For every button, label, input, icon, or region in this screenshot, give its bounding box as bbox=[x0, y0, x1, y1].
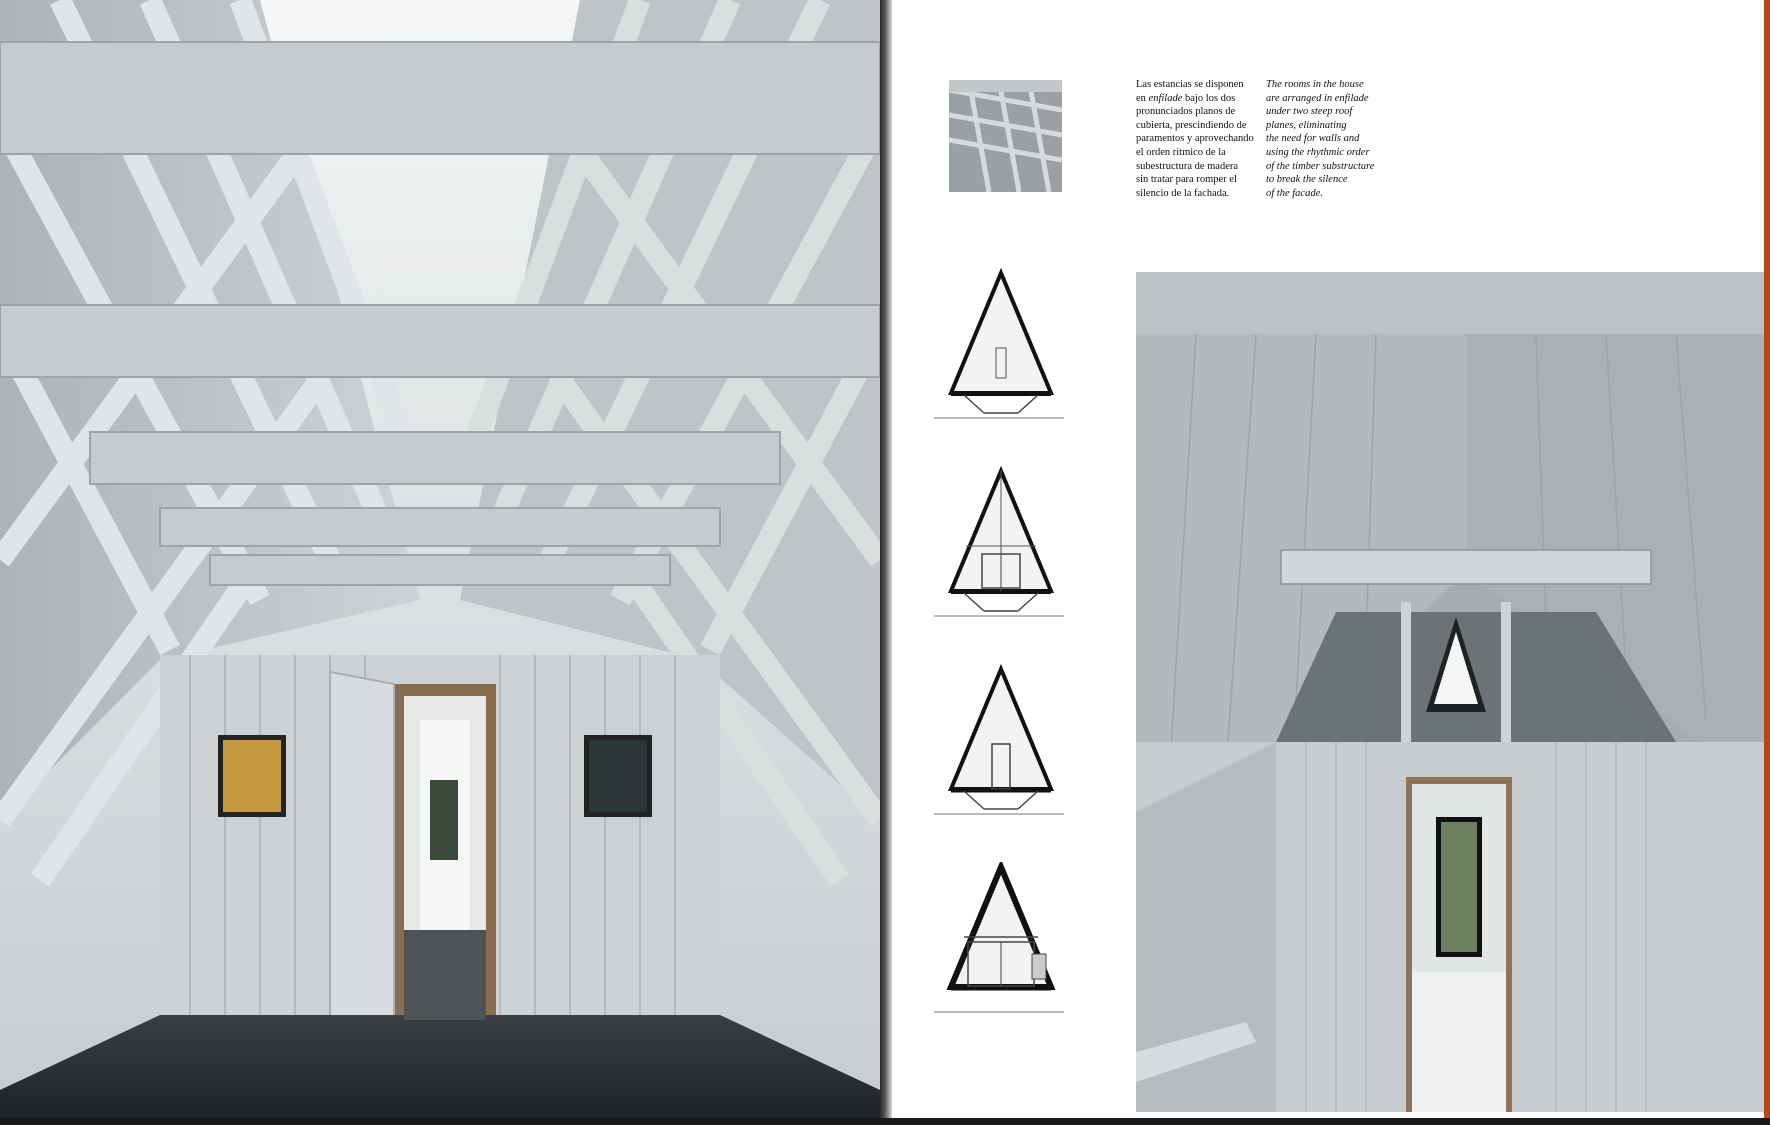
thumbnail-photo-roof-lattice bbox=[949, 80, 1062, 192]
page-gutter bbox=[880, 0, 892, 1125]
section-drawing-2 bbox=[934, 466, 1069, 636]
scan-bottom-edge bbox=[0, 1118, 1770, 1125]
section-drawing-4 bbox=[934, 862, 1069, 1032]
section-drawing-3 bbox=[934, 664, 1069, 834]
caption-spanish: Las estancias se disponen en enfilade bajo los dos pronunciados planos de cubierta, prescindiendo de paramentos y aprovechando el orden rítmico de la subestructura de madera sin tratar para romper el silencio de la fachada. bbox=[1136, 79, 1254, 199]
caption-english: The rooms in the house are arranged in enfilade under two steep roof planes, eliminating the need for walls and using the rhythmic order of the timber substructure to break the silence of the facade. bbox=[1266, 79, 1375, 199]
right-page bbox=[892, 0, 1770, 1118]
page-edge-accent bbox=[1764, 0, 1770, 1118]
right-page-photo bbox=[1136, 272, 1770, 1112]
roof-interior-illustration bbox=[0, 0, 880, 1118]
room-triangle-window-illustration bbox=[1136, 272, 1770, 1112]
section-drawing-1 bbox=[934, 268, 1069, 438]
left-page-photo bbox=[0, 0, 880, 1118]
